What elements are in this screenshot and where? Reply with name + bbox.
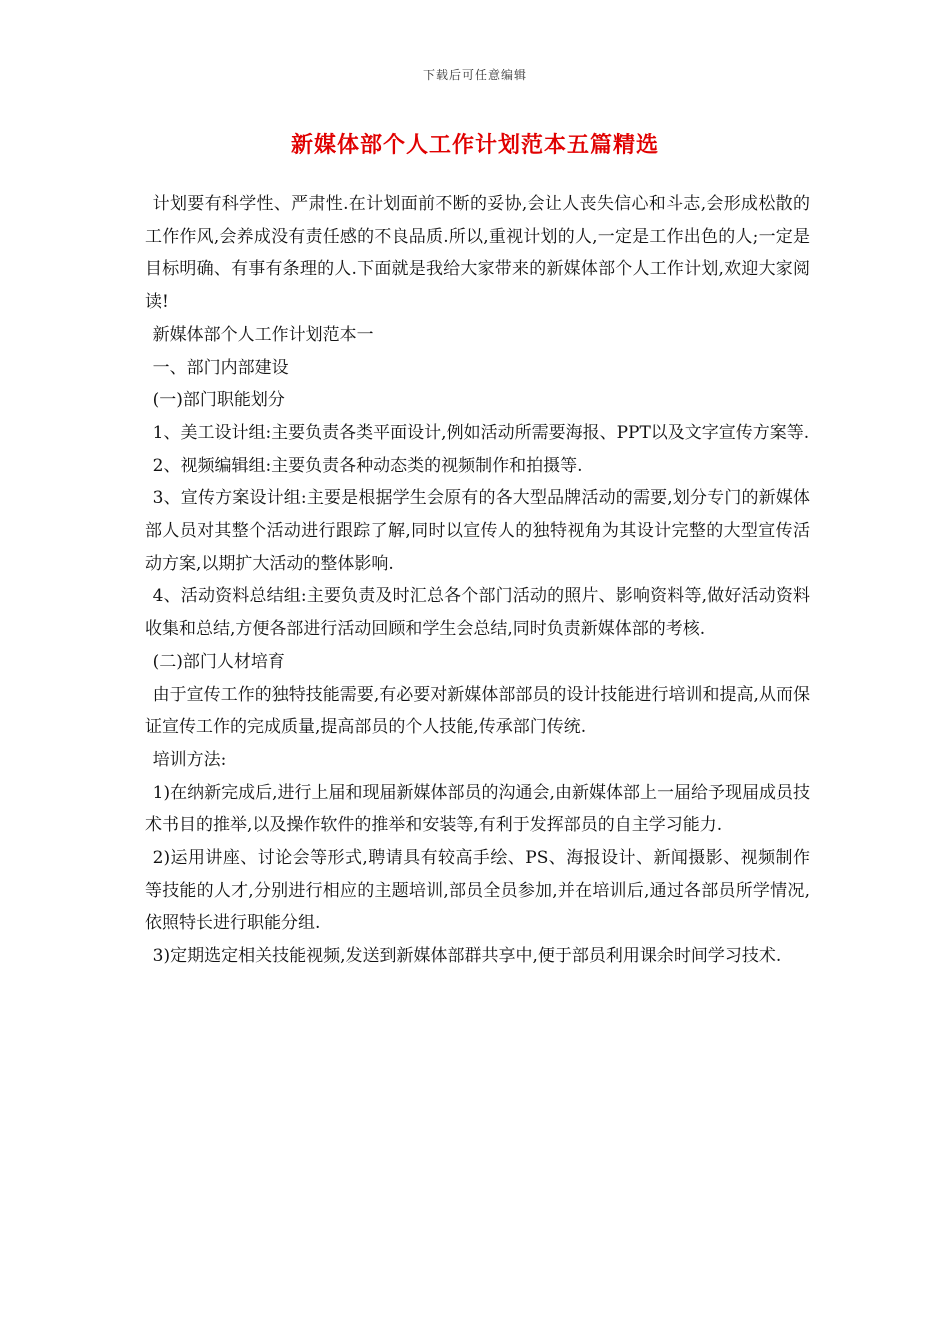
- intro-paragraph: 计划要有科学性、严肃性.在计划面前不断的妥协,会让人丧失信心和斗志,会形成松散的工作作风,会养成没有责任感的不良品质.所以,重视计划的人,一定是工作出色的人;一定是目标明确、有事有条理的人.下面就是我给大家带来的新媒体部个人工作计划,欢迎大家阅读!: [145, 194, 810, 313]
- subsection-heading: (一)部门职能划分: [152, 390, 285, 411]
- document-body: [145, 188, 810, 973]
- subsection-heading: 一、部门内部建设: [152, 357, 289, 378]
- list-item: 1)在纳新完成后,进行上届和现届新媒体部员的沟通会,由新媒体部上一届给予现届成员技术书目的推举,以及操作软件的推举和安装等,有利于发挥部员的自主学习能力.: [145, 782, 810, 836]
- list-item: 4、活动资料总结组:主要负责及时汇总各个部门活动的照片、影响资料等,做好活动资料收集和总结,方便各部进行活动回顾和学生会总结,同时负责新媒体部的考核.: [145, 586, 810, 640]
- list-item: 1、美工设计组:主要负责各类平面设计,例如活动所需要海报、PPT以及文字宣传方案等.: [152, 422, 810, 443]
- body-label: 培训方法:: [152, 749, 227, 770]
- list-item: 3)定期选定相关技能视频,发送到新媒体部群共享中,便于部员利用课余时间学习技术.: [152, 946, 782, 967]
- list-item: 2、视频编辑组:主要负责各种动态类的视频制作和拍摄等.: [152, 455, 583, 476]
- subsection-heading: (二)部门人材培育: [152, 651, 285, 672]
- document-title: 新媒体部个人工作计划范本五篇精选: [290, 132, 659, 158]
- list-item: 3、宣传方案设计组:主要是根据学生会原有的各大型品牌活动的需要,划分专门的新媒体部人员对其整个活动进行跟踪了解,同时以宣传人的独特视角为其设计完整的大型宣传活动方案,以期扩大活动的整体影响.: [145, 488, 810, 574]
- section-heading: 新媒体部个人工作计划范本一: [152, 324, 374, 345]
- body-paragraph: 由于宣传工作的独特技能需要,有必要对新媒体部部员的设计技能进行培训和提高,从而保证宣传工作的完成质量,提高部员的个人技能,传承部门传统.: [145, 684, 810, 738]
- list-item: 2)运用讲座、讨论会等形式,聘请具有较高手绘、PS、海报设计、新闻摄影、视频制作等技能的人才,分别进行相应的主题培训,部员全员参加,并在培训后,通过各部员所学情况,依照特长进行职能分组.: [145, 848, 810, 934]
- header-note: 下载后可任意编辑: [422, 68, 527, 82]
